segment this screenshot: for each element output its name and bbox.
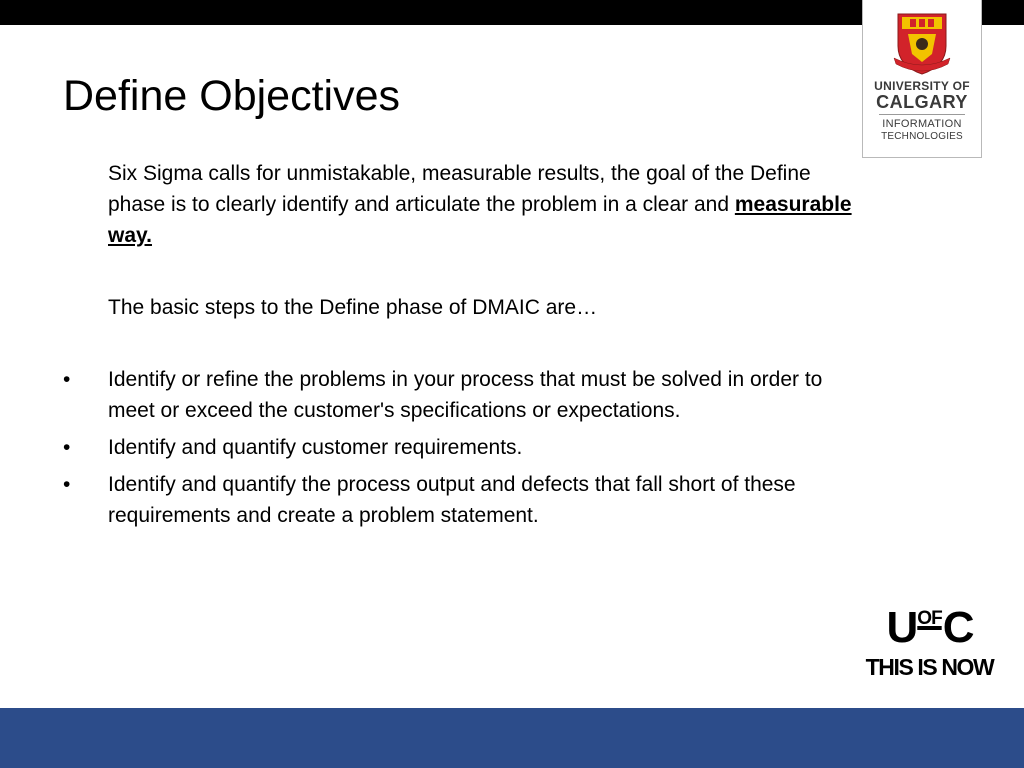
bullet-icon: • bbox=[63, 368, 71, 391]
uofc-c: C bbox=[942, 603, 973, 652]
list-item bbox=[63, 432, 858, 463]
logo-line-information: INFORMATION bbox=[882, 118, 962, 130]
bullet-text: Identify and quantify customer requirements. bbox=[108, 436, 523, 459]
intro-paragraph bbox=[108, 158, 858, 251]
slide-body bbox=[63, 158, 863, 537]
slide-title: Define Objectives bbox=[63, 72, 400, 120]
bullet-text: Identify and quantify the process output and defects that fall short of these requirements and create a problem statement. bbox=[108, 473, 796, 527]
uofc-wordmark bbox=[852, 603, 1007, 653]
steps-list bbox=[63, 364, 863, 531]
logo-line-calgary: CALGARY bbox=[876, 92, 968, 112]
university-crest-icon bbox=[892, 10, 952, 76]
bullet-text: Identify or refine the problems in your process that must be solved in order to meet or exceed the customer's specifications or expectations. bbox=[108, 368, 823, 422]
list-item bbox=[63, 469, 858, 531]
bottom-bar bbox=[0, 708, 1024, 768]
bullet-icon: • bbox=[63, 473, 71, 496]
bullet-icon: • bbox=[63, 436, 71, 459]
intro-text: Six Sigma calls for unmistakable, measurable results, the goal of the Define phase is to clearly identify and articulate the problem in a clear and bbox=[108, 162, 811, 216]
intro-emphasis: measurable way. bbox=[108, 193, 852, 247]
steps-intro-paragraph: The basic steps to the Define phase of DMAIC are… bbox=[108, 296, 598, 319]
logo-line-university-of: UNIVERSITY OF bbox=[874, 79, 970, 93]
uofc-of: OF bbox=[917, 608, 942, 629]
uofc-branding bbox=[852, 603, 1007, 681]
tagline: THIS IS NOW bbox=[865, 654, 994, 680]
logo-divider bbox=[879, 114, 965, 115]
uofc-u: U bbox=[886, 603, 917, 652]
university-logo bbox=[862, 0, 982, 158]
logo-line-technologies: TECHNOLOGIES bbox=[881, 131, 963, 142]
list-item bbox=[63, 364, 858, 426]
